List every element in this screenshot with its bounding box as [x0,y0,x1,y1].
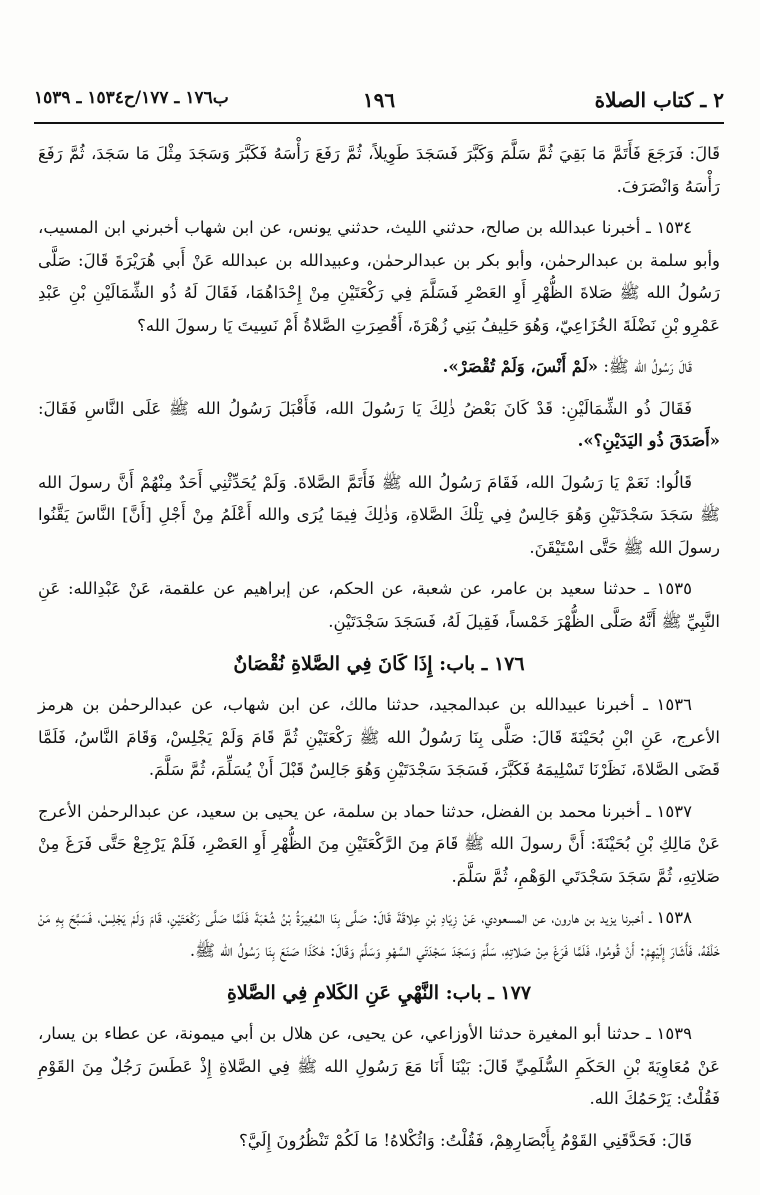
dhul-shimalayn-intro: فَقَالَ ذُو الشِّمَالَيْنِ: قَدْ كَانَ بَعْضُ ذٰلِكَ يَا رَسُولَ الله، فَأَقْبَلَ رَسُولُ الله ﷺ عَلَى النَّاسِ فَقَالَ: [38,398,692,418]
hadith-1536: ١٥٣٦ ـ أخبرنا عبيدالله بن عبدالمجيد، حدثنا مالك، عن ابن شهاب، عن عبدالرحمٰن بن هرمز الأعرج، عَنِ ابْنِ بُحَيْنَةَ قَالَ: صَلَّى بِنَا رَسُولُ الله ﷺ رَكْعَتَيْنِ ثُمَّ قَامَ وَلَمْ يَجْلِسْ، وَقَامَ النَّاسُ، فَلَمَّا قَضَى الصَّلاةَ، نَظَرْنَا تَسْلِيمَهُ فَكَبَّرَ، فَسَجَدَ سَجْدَتَيْنِ وَهُوَ جَالِسٌ قَبْلَ أَنْ يُسَلِّمَ، ثُمَّ سَلَّمَ. [38,695,720,779]
page-body [38,138,720,1166]
chapter-heading-176: ١٧٦ ـ باب: إِذَا كَانَ فِي الصَّلاةِ نُقْصَانٌ [233,653,525,675]
hadith-1538: ١٥٣٨ ـ أخبرنا يزيد بن هارون، عن المسعودي، عَنْ زِيَادِ بْنِ عِلاقَةَ قَالَ: صَلَّى بِنَا المُغِيرَةُ بْنُ شُعْبَةَ فَلَمَّا صَلَّى رَكْعَتَيْنِ، قَامَ وَلَمْ يَجْلِسْ، فَسَبَّحَ بِهِ مَنْ خَلْفَهُ، فَأَشَارَ إِلَيْهِمْ: أَنْ قُومُوا، فَلَمَّا فَرَغَ مِنْ صَلاتِهِ، سَلَّمَ وَسَجَدَ سَجْدَتَي السَّهْوِ وَسَلَّمَ وَقَالَ: هٰكَذَا صَنَعَ بِنَا رَسُولُ الله ﷺ. [38,908,720,960]
paragraph-final: قَالَ: فَحَدَّقَنِي القَوْمُ بِأَبْصَارِهِمْ، فَقُلْتُ: وَاثُكْلاهُ! مَا لَكُمْ تَنْظُرُونَ إِلَيَّ؟ [239,1130,692,1150]
running-header [34,86,724,124]
page-number: ١٩٦ [362,88,396,112]
hadith-range: ب١٧٦ ـ ١٧٧/ح١٥٣٤ ـ ١٥٣٩ [34,88,229,108]
reply-intro: قَالَ رَسُولُ الله ﷺ: [603,357,692,376]
hadith-1539: ١٥٣٩ ـ حدثنا أبو المغيرة حدثنا الأوزاعي، عن يحيى، عن هلال بن أبي ميمونة، عن عطاء بن يسار، عَنْ مُعَاوِيَةَ بْنِ الحَكَمِ السُّلَمِيِّ قَالَ: بَيْنَا أَنَا مَعَ رَسُولِ الله ﷺ فِي الصَّلاةِ إِذْ عَطَسَ رَجُلٌ مِنَ القَوْمِ فَقُلْتُ: يَرْحَمُكَ الله. [38,1024,720,1108]
chapter-heading-177: ١٧٧ ـ باب: النَّهْيِ عَنِ الكَلامِ فِي الصَّلاةِ [226,982,532,1004]
hadith-1534: ١٥٣٤ ـ أخبرنا عبدالله بن صالح، حدثني الليث، حدثني يونس، عن ابن شهاب أخبرني ابن المسيب، وأبو سلمة بن عبدالرحمٰن، وأبو بكر بن عبدالرحمٰن، وعبيدالله بن عبدالله عَنْ أَبي هُرَيْرَةَ قَالَ: صَلَّى رَسُولُ الله ﷺ صَلاةَ الظُّهْرِ أَوِ العَصْرِ فَسَلَّمَ فِي رَكْعَتَيْنِ مِنْ إِحْدَاهُمَا، فَقَالَ لَهُ ذُو الشِّمَالَيْنِ بْنِ عَبْدِ عَمْرِو بْنِ نَضْلَةَ الخُزَاعِيّ، وَهُوَ حَلِيفُ بَنِي زُهْرَةَ، أَقُصِرَتِ الصَّلاةُ أَمْ نَسِيتَ يَا رسولَ الله؟ [38,218,720,335]
chapter-title: ٢ ـ كتاب الصلاة [594,88,724,112]
hadith-1537: ١٥٣٧ ـ أخبرنا محمد بن الفضل، حدثنا حماد بن سلمة، عن يحيى بن سعيد، عن عبدالرحمٰن الأعرج عَنْ مَالِكِ بْنِ بُحَيْنَةَ: أَنَّ رسولَ الله ﷺ قَامَ مِنَ الرَّكْعَتَيْنِ مِنَ الظُّهْرِ أَوِ العَصْرِ، فَلَمْ يَرْجِعْ حَتَّى فَرَغَ مِنْ صَلاتِهِ، ثُمَّ سَجَدَ سَجْدَتَي الوَهْمِ، ثُمَّ سَلَّمَ. [38,801,720,886]
paragraph-continuation: قَالَ: فَرَجَعَ فَأَتَمَّ مَا بَقِيَ ثُمَّ سَلَّمَ وَكَبَّرَ فَسَجَدَ طَوِيلاً، ثُمَّ رَفَعَ رَأْسَهُ فَكَبَّرَ وَسَجَدَ مِثْلَ مَا سَجَدَ، ثُمَّ رَفَعَ رَأْسَهُ وَانْصَرَفَ. [38,144,720,196]
prophet-quote: «لَمْ أَنْسَ، وَلَمْ تُقْصَرْ». [442,357,599,376]
prophet-question: «أَصَدَقَ ذُو اليَدَيْنِ؟». [577,431,720,450]
paragraph-dhul-shimalayn [38,393,720,458]
paragraph-prophet-reply [38,351,720,384]
paragraph-people-reply: قَالُوا: نَعَمْ يَا رَسُولَ الله، فَقَامَ رَسُولُ الله ﷺ فَأَتَمَّ الصَّلاةَ. وَلَمْ يُحَدِّثْنِي أَحَدٌ مِنْهُمْ أَنَّ رسولَ الله ﷺ سَجَدَ سَجْدَتَيْنِ وَهُوَ جَالِسٌ فِي تِلْكَ الصَّلاةِ، وَذٰلِكَ فِيمَا يُرَى والله أَعْلَمُ مِنْ أَجْلِ [أَنَّ] النَّاسَ يَقَّنُوا رسولَ الله ﷺ حَتَّى اسْتَيْقَنَ. [38,472,720,557]
hadith-1535: ١٥٣٥ ـ حدثنا سعيد بن عامر، عن شعبة، عن الحكم، عن إبراهيم عن علقمة، عَنْ عَبْدِالله: عَنِ النَّبِيِّ ﷺ أَنَّهُ صَلَّى الظُّهْرَ خَمْساً، فَقِيلَ لَهُ، فَسَجَدَ سَجْدَتَيْنِ. [38,579,720,631]
